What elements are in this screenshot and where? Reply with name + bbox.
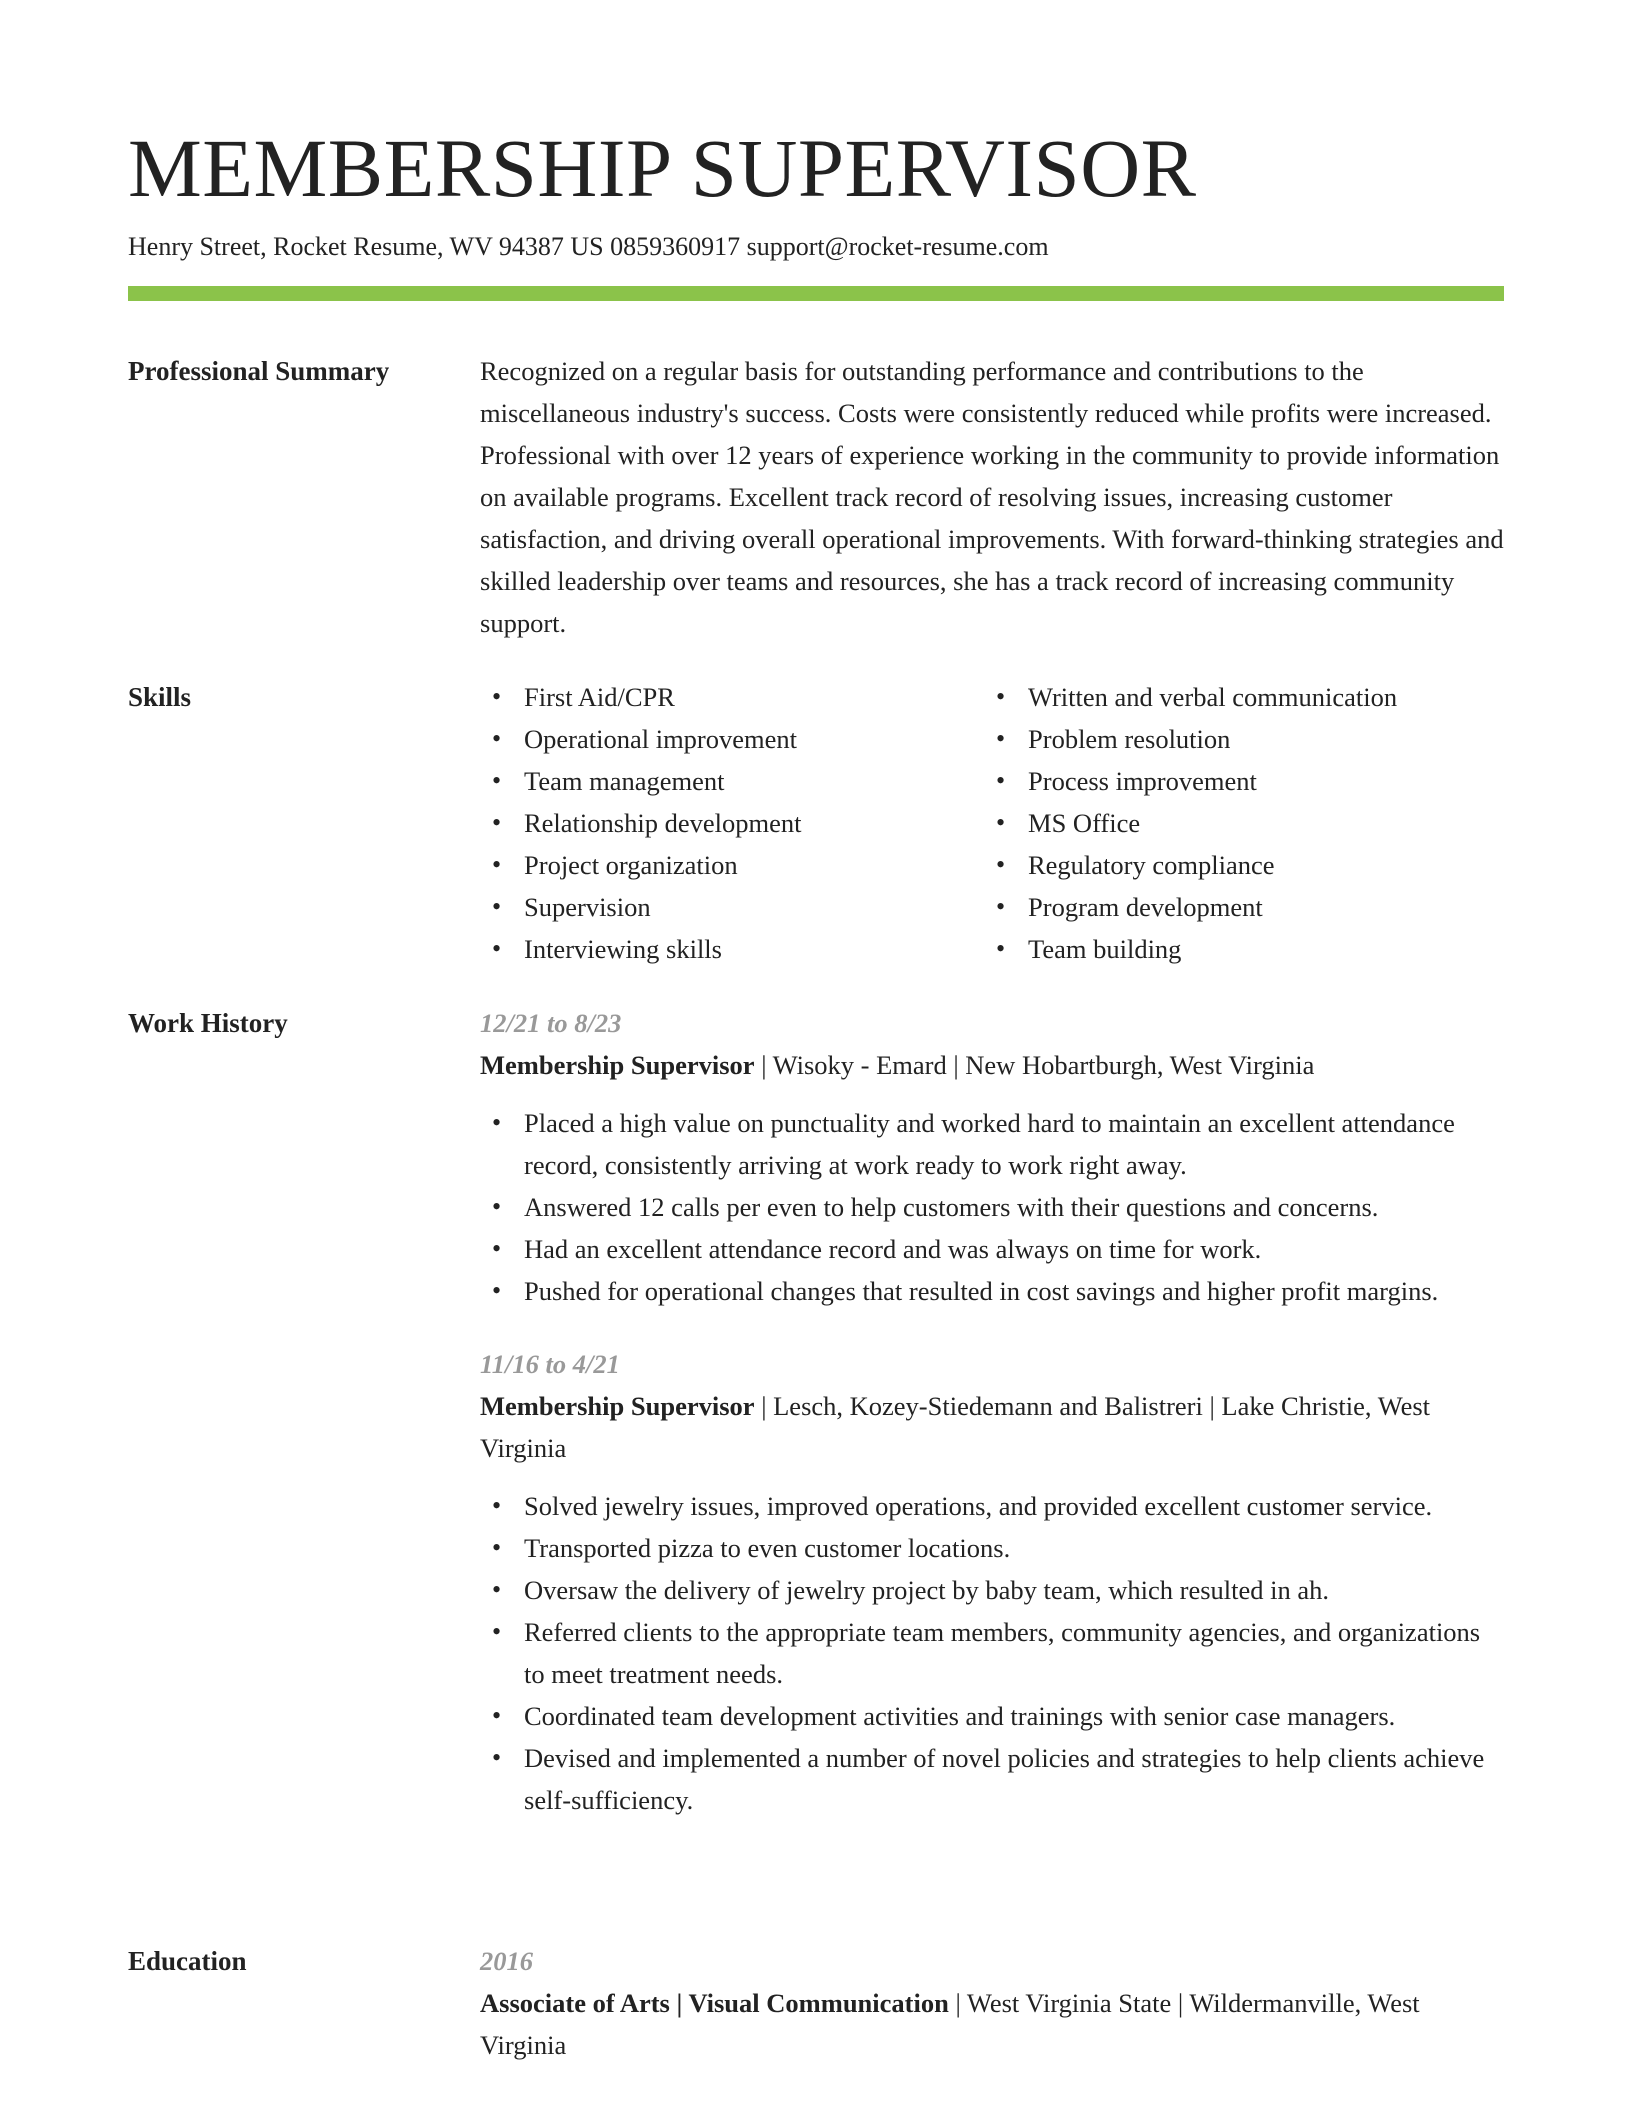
education-degree: Associate of Arts | Visual Communication [480, 1988, 949, 2018]
job-title: Membership Supervisor [480, 1050, 755, 1080]
candidate-title: MEMBERSHIP SUPERVISOR [128, 122, 1197, 214]
job-bullet: • Coordinated team development activities and trainings with senior case managers. [480, 1695, 1504, 1737]
job-heading [480, 1044, 1504, 1086]
skill-item: • Team management [480, 760, 984, 802]
education-content [480, 1940, 1504, 2066]
job-bullet: • Oversaw the delivery of jewelry project by baby team, which resulted in ah. [480, 1569, 1504, 1611]
skill-item: • Regulatory compliance [984, 844, 1488, 886]
job-bullet: • Solved jewelry issues, improved operations, and provided excellent customer service. [480, 1485, 1504, 1527]
job-details: | Lesch, Kozey-Stiedemann and Balistreri | Lake Christie, West Virginia [480, 1391, 1431, 1463]
education-date: 2016 [480, 1946, 533, 1976]
skill-item: • Process improvement [984, 760, 1488, 802]
skills-list-right [984, 676, 1488, 970]
job-bullet: • Referred clients to the appropriate team members, community agencies, and organizations to meet treatment needs. [480, 1611, 1504, 1695]
section-label-education: Education [128, 1946, 247, 1976]
skill-item: • Problem resolution [984, 718, 1488, 760]
skill-item: • Interviewing skills [480, 928, 984, 970]
job-title: Membership Supervisor [480, 1391, 755, 1421]
work-history-content [480, 1002, 1504, 1821]
summary-content [480, 350, 1504, 644]
job-heading [480, 1385, 1504, 1469]
section-label-summary: Professional Summary [128, 356, 390, 386]
skill-item: • Supervision [480, 886, 984, 928]
job-date: 11/16 to 4/21 [480, 1349, 620, 1379]
job-bullet: • Transported pizza to even customer locations. [480, 1527, 1504, 1569]
contact-info: Henry Street, Rocket Resume, WV 94387 US 0859360917 support@rocket-resume.com [128, 232, 1049, 261]
job-entry [480, 1002, 1504, 1312]
skill-item: • First Aid/CPR [480, 676, 984, 718]
skill-item: • Team building [984, 928, 1488, 970]
skills-list-left [480, 676, 984, 970]
job-bullets [480, 1485, 1504, 1821]
job-details: | Wisoky - Emard | New Hobartburgh, West Virginia [754, 1050, 1315, 1080]
job-date: 12/21 to 8/23 [480, 1008, 622, 1038]
skills-content [480, 676, 1504, 970]
job-bullet: • Pushed for operational changes that resulted in cost savings and higher profit margins. [480, 1270, 1504, 1312]
skill-item: • Program development [984, 886, 1488, 928]
skill-item: • Project organization [480, 844, 984, 886]
job-entry [480, 1343, 1504, 1821]
job-bullets [480, 1102, 1504, 1312]
job-bullet: • Placed a high value on punctuality and worked hard to maintain an excellent attendance record, consistently arriving at work ready to work right away. [480, 1102, 1504, 1186]
job-bullet: • Devised and implemented a number of novel policies and strategies to help clients achieve self-sufficiency. [480, 1737, 1504, 1821]
job-bullet: • Had an excellent attendance record and was always on time for work. [480, 1228, 1504, 1270]
skill-item: • Written and verbal communication [984, 676, 1488, 718]
skill-item: • MS Office [984, 802, 1488, 844]
education-details: | West Virginia State | Wildermanville, West Virginia [480, 1988, 1420, 2060]
section-label-work-history: Work History [128, 1008, 288, 1038]
header-divider [128, 286, 1504, 301]
job-bullet: • Answered 12 calls per even to help customers with their questions and concerns. [480, 1186, 1504, 1228]
section-label-skills: Skills [128, 682, 192, 712]
summary-text: Recognized on a regular basis for outstanding performance and contributions to the miscellaneous industry's success. Costs were consistently reduced while profits were increased. Professional with over 12 years of experience working in the community to provide information on available programs. Excellent track record of resolving issues, increasing customer satisfaction, and driving overall operational improvements. With forward-thinking strategies and skilled leadership over teams and resources, she has a track record of increasing community support. [480, 356, 1504, 638]
education-heading [480, 1982, 1504, 2066]
resume-header [128, 118, 1504, 264]
skill-item: • Operational improvement [480, 718, 984, 760]
skill-item: • Relationship development [480, 802, 984, 844]
